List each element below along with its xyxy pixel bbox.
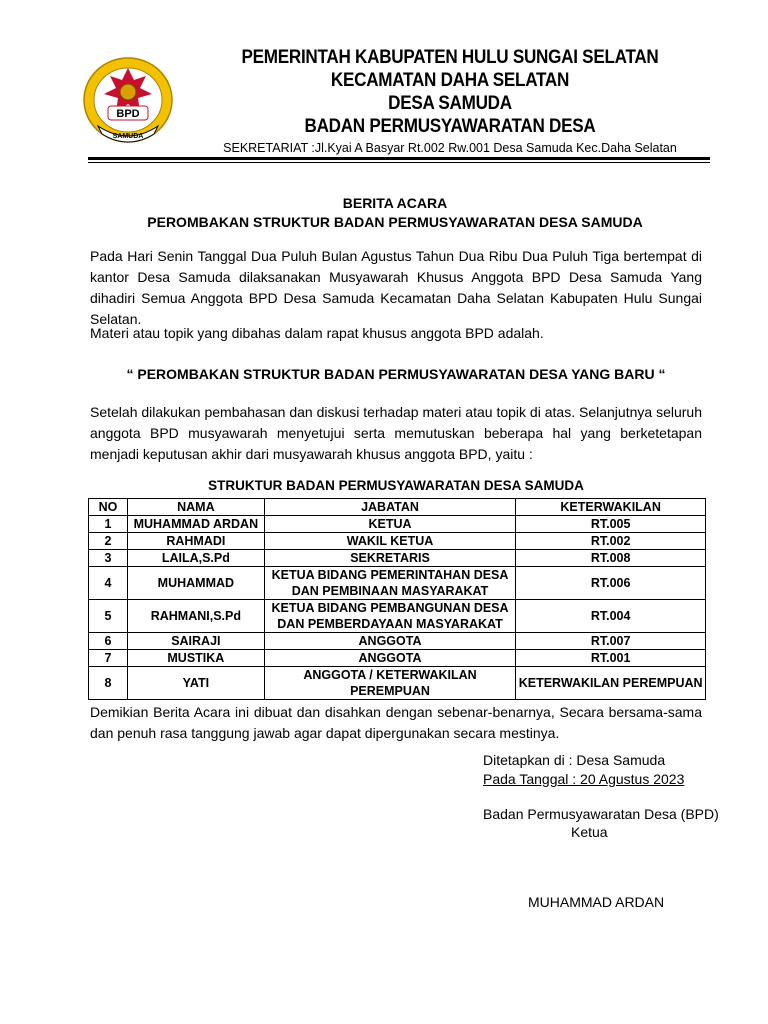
cell-jabatan: KETUA <box>264 516 515 533</box>
title-main: BERITA ACARA <box>342 195 448 211</box>
paragraph-topic-intro: Materi atau topik yang dibahas dalam rapat khusus anggota BPD adalah. <box>90 325 544 341</box>
signature-name: MUHAMMAD ARDAN <box>528 894 665 910</box>
document-title <box>90 194 700 232</box>
cell-jabatan: KETUA BIDANG PEMBANGUNAN DESA DAN PEMBERDAYAAN MASYARAKAT <box>264 600 515 633</box>
col-no: NO <box>89 499 128 516</box>
cell-no: 1 <box>89 516 128 533</box>
table-title: STRUKTUR BADAN PERMUSYAWARATAN DESA SAMUDA <box>208 478 584 493</box>
cell-no: 6 <box>89 633 128 650</box>
cell-jabatan: ANGGOTA <box>264 633 515 650</box>
cell-keterwakilan: RT.002 <box>516 533 706 550</box>
cell-nama: RAHMADI <box>127 533 264 550</box>
cell-nama: SAIRAJI <box>127 633 264 650</box>
cell-keterwakilan: RT.001 <box>516 650 706 667</box>
table-row <box>89 516 706 533</box>
cell-keterwakilan: RT.005 <box>516 516 706 533</box>
cell-no: 5 <box>89 600 128 633</box>
paragraph-closing: Demikian Berita Acara ini dibuat dan disahkan dengan sebenar-benarnya, Secara bersama-sama dan penuh rasa tanggung jawab agar dapat dipergunakan secara mestinya. <box>90 704 702 741</box>
cell-nama: MUSTIKA <box>127 650 264 667</box>
bpd-garuda-logo <box>80 54 176 148</box>
cell-jabatan: ANGGOTA / KETERWAKILAN PEREMPUAN <box>264 667 515 700</box>
svg-text:SAMUDA: SAMUDA <box>112 133 144 140</box>
paragraph-opening: Pada Hari Senin Tanggal Dua Puluh Bulan Agustus Tahun Dua Ribu Dua Puluh Tiga bertempat di kantor Desa Samuda dilaksanakan Musyawarah Khusus Anggota BPD Desa Samuda Yang dihadiri Semua Anggota BPD Desa Samuda Kecamatan Daha Selatan Kabupaten Hulu Sungai Selatan. <box>90 248 702 327</box>
table-row <box>89 633 706 650</box>
cell-keterwakilan: RT.004 <box>516 600 706 633</box>
table-row <box>89 533 706 550</box>
table-row <box>89 650 706 667</box>
cell-no: 3 <box>89 550 128 567</box>
cell-no: 8 <box>89 667 128 700</box>
cell-nama: RAHMANI,S.Pd <box>127 600 264 633</box>
col-jabatan: JABATAN <box>264 499 515 516</box>
table-header-row <box>89 499 706 516</box>
header-village: DESA SAMUDA <box>388 93 512 114</box>
letterhead <box>80 46 720 164</box>
cell-no: 4 <box>89 567 128 600</box>
col-keterwakilan: KETERWAKILAN <box>516 499 706 516</box>
cell-no: 2 <box>89 533 128 550</box>
header-government: PEMERINTAH KABUPATEN HULU SUNGAI SELATAN <box>241 47 659 68</box>
table-row <box>89 600 706 633</box>
header-district: KECAMATAN DAHA SELATAN <box>330 70 570 91</box>
cell-nama: MUHAMMAD ARDAN <box>127 516 264 533</box>
header-divider-thin <box>88 162 710 163</box>
cell-nama: MUHAMMAD <box>127 567 264 600</box>
cell-keterwakilan: RT.006 <box>516 567 706 600</box>
header-divider-thick <box>88 157 710 160</box>
signature-place: Ditetapkan di : Desa Samuda <box>483 752 666 768</box>
cell-keterwakilan: RT.008 <box>516 550 706 567</box>
member-structure-table <box>88 498 706 700</box>
svg-text:BPD: BPD <box>116 108 140 120</box>
header-address: SEKRETARIAT :Jl.Kyai A Basyar Rt.002 Rw.001 Desa Samuda Kec.Daha Selatan <box>223 141 677 155</box>
cell-nama: YATI <box>127 667 264 700</box>
cell-jabatan: SEKRETARIS <box>264 550 515 567</box>
signature-role: Ketua <box>571 824 608 840</box>
signature-organization: Badan Permusyawaratan Desa (BPD) <box>483 806 719 822</box>
cell-nama: LAILA,S.Pd <box>127 550 264 567</box>
paragraph-decision: Setelah dilakukan pembahasan dan diskusi terhadap materi atau topik di atas. Selanjutnya seluruh anggota BPD musyawarah menyetujui serta memutuskan beberapa hal yang berketetapan menjadi keputusan akhir dari musyawarah khusus anggota BPD, yaitu : <box>90 404 702 462</box>
signature-date: Pada Tanggal : 20 Agustus 2023 <box>483 771 685 787</box>
cell-jabatan: WAKIL KETUA <box>264 533 515 550</box>
cell-jabatan: ANGGOTA <box>264 650 515 667</box>
meeting-topic: “ PEROMBAKAN STRUKTUR BADAN PERMUSYAWARATAN DESA YANG BARU “ <box>126 366 666 382</box>
table-row <box>89 550 706 567</box>
header-agency: BADAN PERMUSYAWARATAN DESA <box>304 116 596 137</box>
cell-keterwakilan: RT.007 <box>516 633 706 650</box>
table-row <box>89 567 706 600</box>
cell-keterwakilan: KETERWAKILAN PEREMPUAN <box>516 667 706 700</box>
cell-jabatan: KETUA BIDANG PEMERINTAHAN DESA DAN PEMBINAAN MASYARAKAT <box>264 567 515 600</box>
cell-no: 7 <box>89 650 128 667</box>
col-nama: NAMA <box>127 499 264 516</box>
table-row <box>89 667 706 700</box>
title-sub: PEROMBAKAN STRUKTUR BADAN PERMUSYAWARATAN DESA SAMUDA <box>147 214 643 230</box>
